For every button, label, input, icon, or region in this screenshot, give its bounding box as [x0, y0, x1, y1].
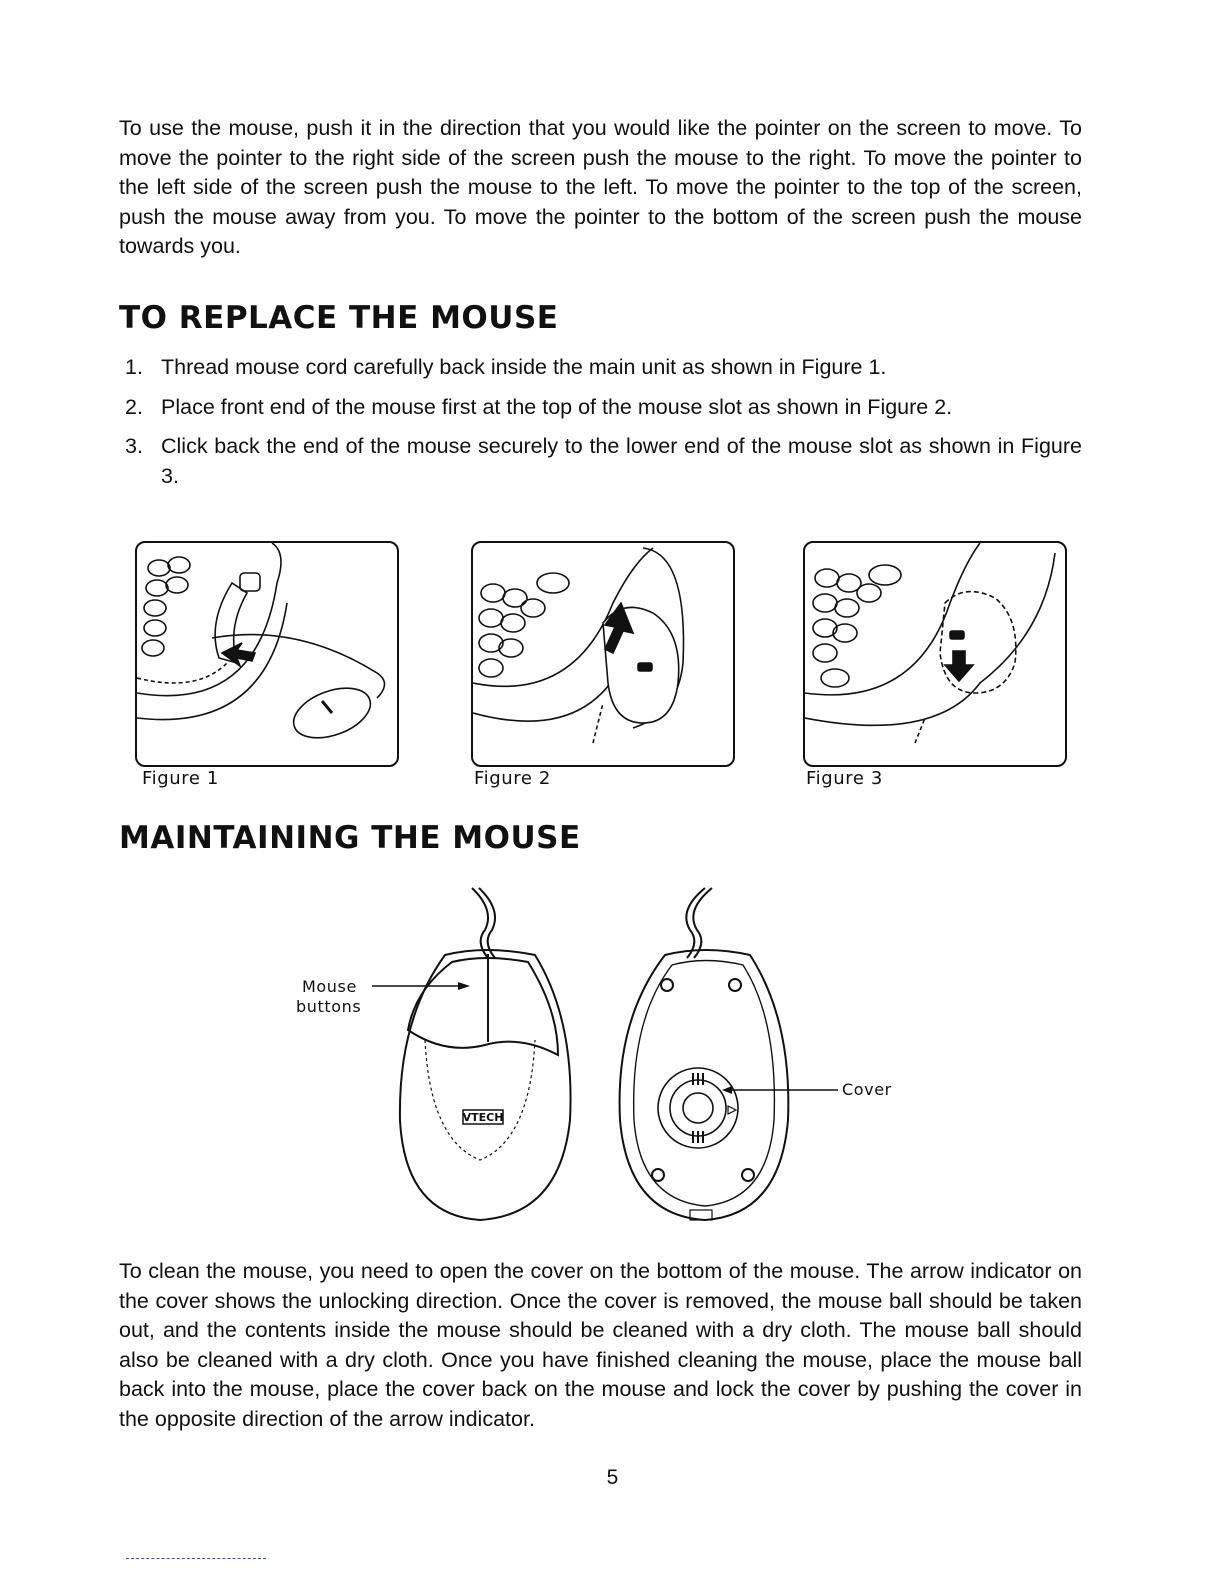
figure-3-caption: Figure 3 — [806, 768, 883, 789]
cleaning-paragraph: To clean the mouse, you need to open the cover on the bottom of the mouse. The arrow indicator on the cover shows the unlocking direction. Once the cover is removed, the mouse ball should be taken out, and the contents inside the mouse should be cleaned with a dry cloth. The mouse ball should also be cleaned with a dry cloth. Once you have finished cleaning the mouse, place the mouse ball back into the mouse, place the cover back on the mouse and lock the cover by pushing the cover in the opposite direction of the arrow indicator. — [119, 1259, 1082, 1431]
mouse-top-view — [400, 888, 571, 1220]
figure-1-caption: Figure 1 — [142, 768, 219, 789]
figure-3-illustration — [803, 541, 1067, 767]
keypad-icon — [142, 557, 190, 656]
keypad-icon — [479, 573, 569, 677]
mouse-bottom-view — [620, 888, 789, 1220]
keypad-icon — [813, 565, 901, 687]
figure-2-caption: Figure 2 — [474, 768, 551, 789]
step-text: Place front end of the mouse first at the top of the mouse slot as shown in Figure 2. — [161, 394, 953, 419]
step-2 — [119, 393, 1082, 423]
replace-steps — [119, 353, 1082, 501]
step-3 — [119, 432, 1082, 491]
cover-label: Cover — [842, 1080, 892, 1099]
step-text: Click back the end of the mouse securely to the lower end of the mouse slot as shown in Figure 3. — [161, 434, 1082, 488]
step-number: 2. — [125, 394, 143, 419]
figure-2-illustration — [471, 541, 735, 767]
page-number: 5 — [606, 1466, 619, 1489]
footer-rule — [126, 1558, 266, 1559]
step-number: 1. — [125, 355, 143, 379]
step-1 — [119, 353, 1082, 383]
vtech-logo: VTECH — [462, 1111, 504, 1124]
step-number: 3. — [125, 434, 143, 458]
replace-heading: TO REPLACE THE MOUSE — [119, 300, 559, 336]
intro-paragraph: To use the mouse, push it in the direction that you would like the pointer on the screen to move. To move the pointer to the right side of the screen push the mouse to the right. To move the pointer to the left side of the screen push the mouse to the left. To move the pointer to the top of the screen, push the mouse away from you. To move the pointer to the bottom of the screen push the mouse towards you. — [119, 116, 1082, 258]
mouse-buttons-label — [296, 977, 362, 1017]
step-text: Thread mouse cord carefully back inside the main unit as shown in Figure 1. — [161, 355, 887, 379]
figure-1-illustration — [135, 541, 399, 767]
mouse-buttons-label-line2: buttons — [296, 997, 362, 1016]
maintain-heading: MAINTAINING THE MOUSE — [119, 820, 581, 856]
mouse-diagram — [280, 870, 920, 1230]
mouse-buttons-label-line1: Mouse — [302, 977, 357, 996]
